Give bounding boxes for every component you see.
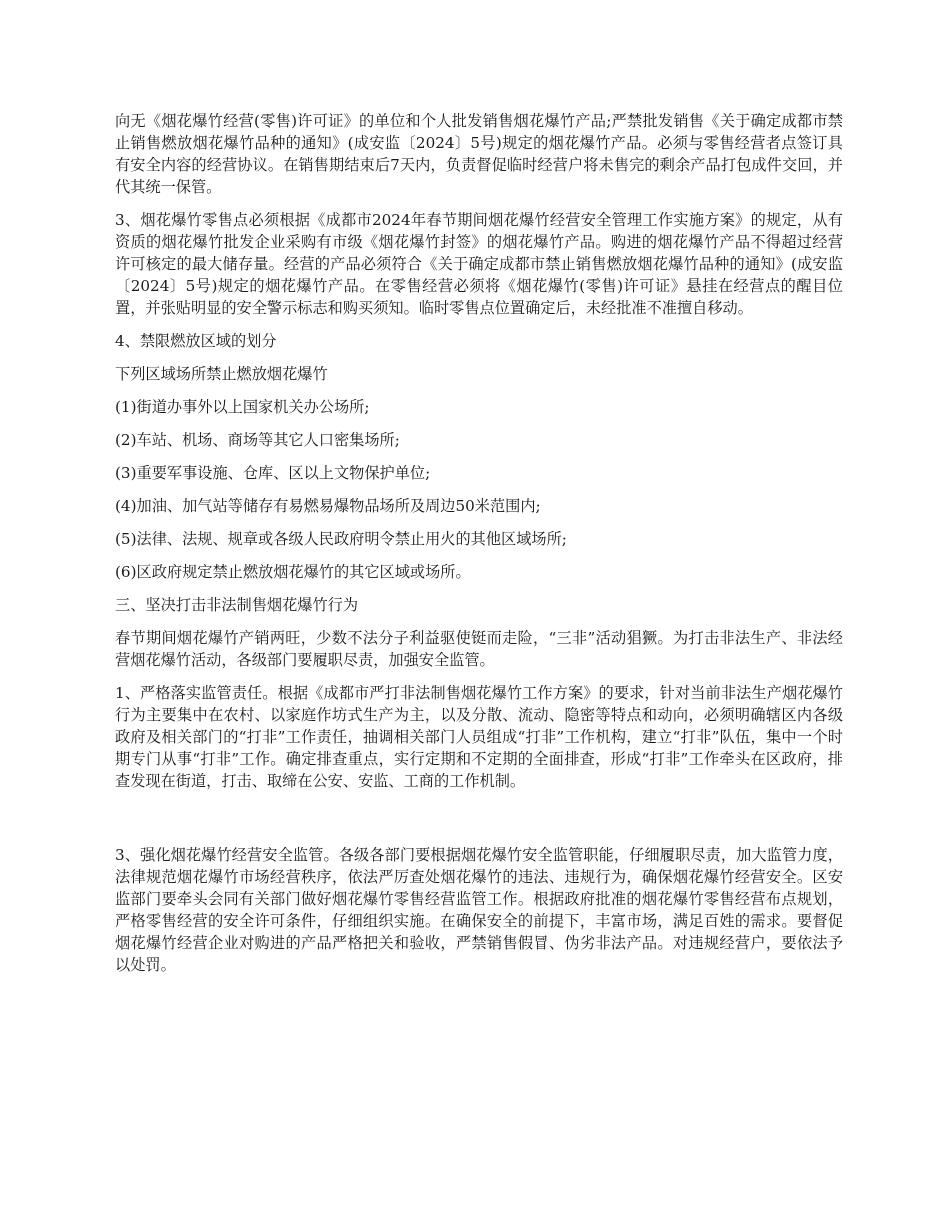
- list-item-restricted-5: (5)法律、法规、规章或各级人民政府明令禁止用火的其他区域场所;: [115, 530, 567, 548]
- document-body: [115, 110, 843, 987]
- list-item-restricted-2: (2)车站、机场、商场等其它人口密集场所;: [115, 431, 400, 449]
- paragraph-wholesale-rules: 向无《烟花爆竹经营(零售)许可证》的单位和个人批发销售烟花爆竹产品;严禁批发销售《关于确定成都市禁止销售燃放烟花爆竹品种的通知》(成安监〔2024〕5号)规定的烟花爆竹产品。必须与零售经营者点签订具有安全内容的经营协议。在销售期结束后7天内，负责督促临时经营户将未售完的剩余产品打包成件交回，并代其统一保管。: [115, 112, 843, 196]
- paragraph-business-supervision: 3、强化烟花爆竹经营安全监管。各级各部门要根据烟花爆竹安全监管职能，仔细履职尽责，加大监管力度，法律规范烟花爆竹市场经营秩序，依法严厉查处烟花爆竹的违法、违规行为，确保烟花爆竹经营安全。区安监部门要牵头会同有关部门做好烟花爆竹零售经营监管工作。根据政府批准的烟花爆竹零售经营布点规划，严格零售经营的安全许可条件，仔细组织实施。在确保安全的前提下，丰富市场，满足百姓的需求。要督促烟花爆竹经营企业对购进的产品严格把关和验收，严禁销售假冒、伪劣非法产品。对违规经营户，要依法予以处罚。: [115, 846, 843, 974]
- section-heading-crackdown: 三、坚决打击非法制售烟花爆竹行为: [115, 596, 358, 614]
- list-item-restricted-3: (3)重要军事设施、仓库、区以上文物保护单位;: [115, 464, 431, 482]
- section-heading-restricted-zones: 4、禁限燃放区域的划分: [115, 332, 277, 350]
- paragraph-crackdown-intro: 春节期间烟花爆竹产销两旺，少数不法分子利益驱使铤而走险，“三非”活动猖獗。为打击非法生产、非法经营烟花爆竹活动，各级部门要履职尽责，加强安全监管。: [115, 629, 843, 669]
- paragraph-retail-point-rules: 3、烟花爆竹零售点必须根据《成都市2024年春节期间烟花爆竹经营安全管理工作实施方案》的规定，从有资质的烟花爆竹批发企业采购有市级《烟花爆竹封签》的烟花爆竹产品。购进的烟花爆竹产品不得超过经营许可核定的最大储存量。经营的产品必须符合《关于确定成都市禁止销售燃放烟花爆竹品种的通知》(成安监〔2024〕5号)规定的烟花爆竹产品。在零售经营必须将《烟花爆竹(零售)许可证》悬挂在经营点的醒目位置，并张贴明显的安全警示标志和购买须知。临时零售点位置确定后，未经批准不准擅自移动。: [115, 211, 843, 317]
- paragraph-supervision-duty: 1、严格落实监管责任。根据《成都市严打非法制售烟花爆竹工作方案》的要求，针对当前非法生产烟花爆竹行为主要集中在农村、以家庭作坊式生产为主，以及分散、流动、隐密等特点和动向，必须明确辖区内各级政府及相关部门的“打非”工作责任，抽调相关部门人员组成“打非”工作机构，建立“打非”队伍，集中一个时期专门从事“打非”工作。确定排查重点，实行定期和不定期的全面排查，形成“打非”工作牵头在区政府，排查发现在街道，打击、取缔在公安、安监、工商的工作机制。: [115, 684, 843, 790]
- list-item-restricted-1: (1)街道办事外以上国家机关办公场所;: [115, 398, 370, 416]
- list-item-restricted-6: (6)区政府规定禁止燃放烟花爆竹的其它区域或场所。: [115, 563, 471, 581]
- paragraph-restricted-intro: 下列区域场所禁止燃放烟花爆竹: [115, 365, 328, 383]
- blank-gap: [115, 803, 843, 844]
- list-item-restricted-4: (4)加油、加气站等储存有易燃易爆物品场所及周边50米范围内;: [115, 497, 541, 515]
